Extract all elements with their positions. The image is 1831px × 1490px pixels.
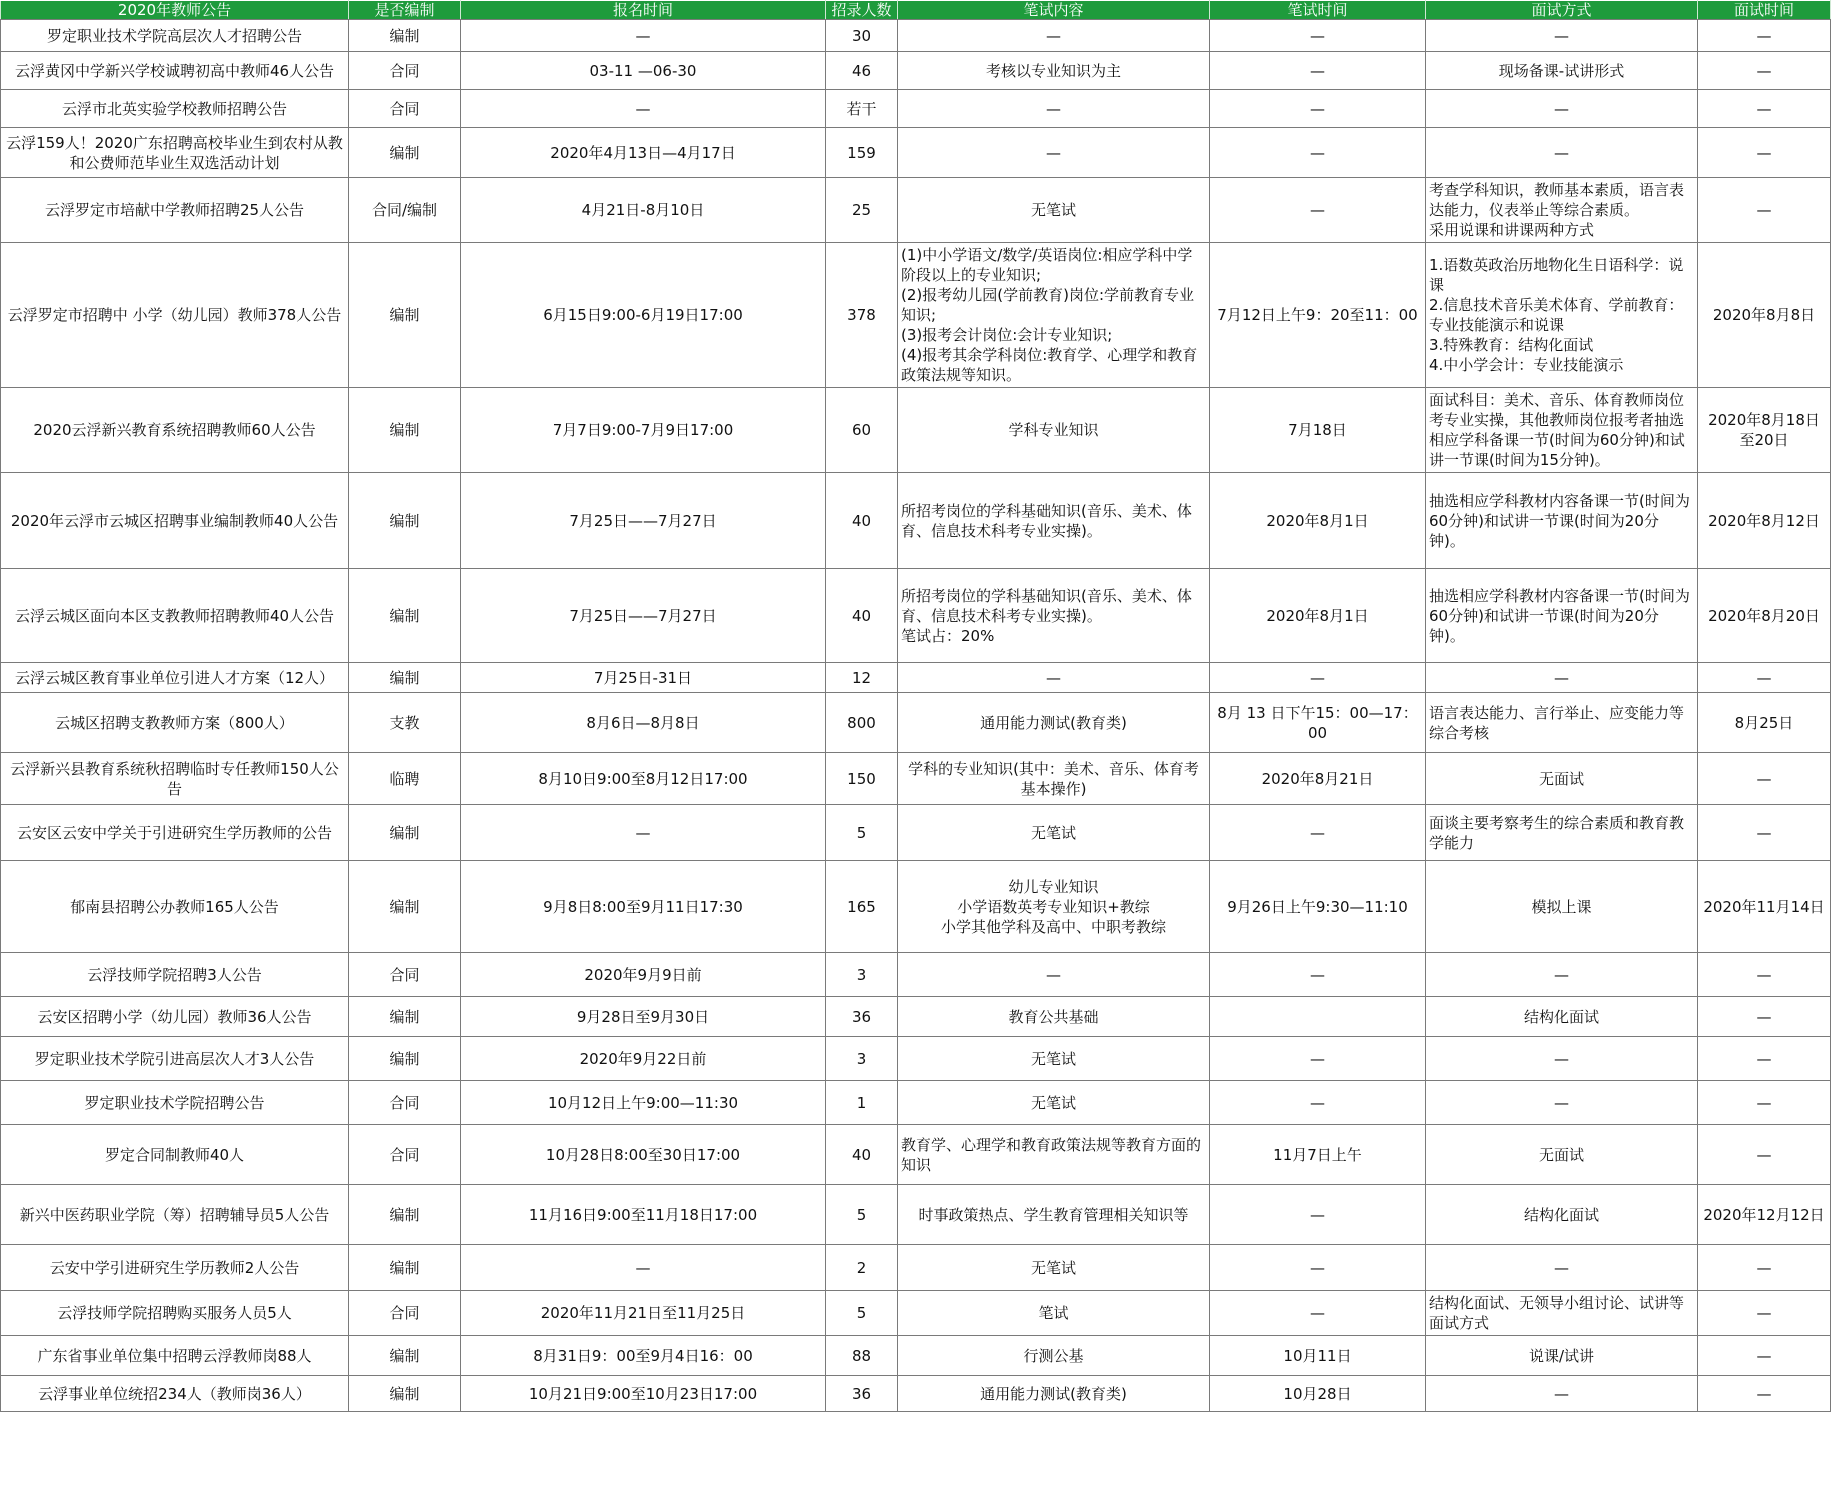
registration-time-cell: 10月12日上午9:00—11:30 (461, 1081, 826, 1125)
staffing-type-cell: 编制 (349, 388, 461, 473)
table-row (1, 1125, 1831, 1185)
interview-time-cell: 8月25日 (1698, 693, 1831, 753)
staffing-type-cell: 合同 (349, 52, 461, 90)
announcement-cell: 云浮技师学院招聘3人公告 (1, 953, 349, 997)
announcement-cell: 云安区云安中学关于引进研究生学历教师的公告 (1, 805, 349, 861)
registration-time-cell: 2020年4月13日—4月17日 (461, 128, 826, 178)
announcement-cell: 云安区招聘小学（幼儿园）教师36人公告 (1, 997, 349, 1037)
exam-content-cell: 无笔试 (898, 805, 1210, 861)
interview-time-cell: 2020年8月20日 (1698, 569, 1831, 663)
staffing-type-cell: 编制 (349, 473, 461, 569)
table-row (1, 52, 1831, 90)
table-row (1, 1037, 1831, 1081)
recruit-count-cell: 36 (826, 1376, 898, 1412)
recruit-count-cell: 88 (826, 1336, 898, 1376)
recruit-count-cell: 40 (826, 1125, 898, 1185)
table-row (1, 1185, 1831, 1245)
exam-content-cell: 考核以专业知识为主 (898, 52, 1210, 90)
interview-time-cell: 2020年8月18日至20日 (1698, 388, 1831, 473)
exam-time-cell: 11月7日上午 (1210, 1125, 1426, 1185)
staffing-type-cell: 编制 (349, 805, 461, 861)
interview-method-cell: 现场备课-试讲形式 (1426, 52, 1698, 90)
exam-time-cell: — (1210, 1245, 1426, 1291)
announcement-cell: 云浮云城区教育事业单位引进人才方案（12人） (1, 663, 349, 693)
exam-content-cell: 时事政策热点、学生教育管理相关知识等 (898, 1185, 1210, 1245)
table-row (1, 997, 1831, 1037)
staffing-type-cell: 编制 (349, 20, 461, 52)
interview-time-cell: — (1698, 953, 1831, 997)
exam-time-cell: 9月26日上午9:30—11:10 (1210, 861, 1426, 953)
interview-method-cell: 无面试 (1426, 753, 1698, 805)
interview-method-cell: — (1426, 90, 1698, 128)
registration-time-cell: 8月10日9:00至8月12日17:00 (461, 753, 826, 805)
exam-time-cell: — (1210, 52, 1426, 90)
registration-time-cell: 7月25日——7月27日 (461, 473, 826, 569)
interview-method-cell: — (1426, 20, 1698, 52)
staffing-type-cell: 支教 (349, 693, 461, 753)
staffing-type-cell: 编制 (349, 1336, 461, 1376)
staffing-type-cell: 编制 (349, 1245, 461, 1291)
announcement-cell: 云浮159人！2020广东招聘高校毕业生到农村从教和公费师范毕业生双选活动计划 (1, 128, 349, 178)
interview-time-cell: 2020年12月12日 (1698, 1185, 1831, 1245)
interview-time-cell: 2020年8月8日 (1698, 243, 1831, 388)
header-row (1, 1, 1831, 20)
interview-method-cell: 抽选相应学科教材内容备课一节(时间为60分钟)和试讲一节课(时间为20分钟)。 (1426, 569, 1698, 663)
table-row (1, 1245, 1831, 1291)
recruit-count-cell: 40 (826, 569, 898, 663)
registration-time-cell: 2020年9月9日前 (461, 953, 826, 997)
recruit-count-cell: 40 (826, 473, 898, 569)
exam-time-cell: 8月 13 日下午15：00—17：00 (1210, 693, 1426, 753)
table-row (1, 569, 1831, 663)
table-row (1, 473, 1831, 569)
staffing-type-cell: 合同 (349, 1125, 461, 1185)
interview-method-cell: — (1426, 1376, 1698, 1412)
interview-method-cell: 无面试 (1426, 1125, 1698, 1185)
staffing-type-cell: 合同 (349, 90, 461, 128)
exam-content-cell: 笔试 (898, 1291, 1210, 1336)
interview-time-cell: — (1698, 1336, 1831, 1376)
exam-time-cell: 10月11日 (1210, 1336, 1426, 1376)
recruit-count-cell: 159 (826, 128, 898, 178)
exam-time-cell: 2020年8月21日 (1210, 753, 1426, 805)
exam-content-cell: 教育学、心理学和教育政策法规等教育方面的知识 (898, 1125, 1210, 1185)
exam-time-cell: 7月12日上午9：20至11：00 (1210, 243, 1426, 388)
exam-content-cell: 幼儿专业知识 小学语数英考专业知识+教综 小学其他学科及高中、中职考教综 (898, 861, 1210, 953)
table-row (1, 20, 1831, 52)
table-row (1, 1081, 1831, 1125)
staffing-type-cell: 编制 (349, 663, 461, 693)
recruit-count-cell: 46 (826, 52, 898, 90)
header-exam-content: 笔试内容 (898, 1, 1210, 20)
interview-time-cell: — (1698, 1037, 1831, 1081)
exam-time-cell: — (1210, 663, 1426, 693)
table-row (1, 1336, 1831, 1376)
interview-method-cell: 面谈主要考察考生的综合素质和教育教学能力 (1426, 805, 1698, 861)
exam-content-cell: 无笔试 (898, 1081, 1210, 1125)
exam-content-cell: 无笔试 (898, 1037, 1210, 1081)
exam-content-cell: 学科专业知识 (898, 388, 1210, 473)
exam-time-cell: 2020年8月1日 (1210, 569, 1426, 663)
interview-method-cell: 结构化面试 (1426, 997, 1698, 1037)
recruit-count-cell: 12 (826, 663, 898, 693)
announcement-cell: 罗定职业技术学院招聘公告 (1, 1081, 349, 1125)
interview-time-cell: — (1698, 52, 1831, 90)
recruit-count-cell: 1 (826, 1081, 898, 1125)
exam-time-cell (1210, 997, 1426, 1037)
table-row (1, 861, 1831, 953)
table-row (1, 1376, 1831, 1412)
interview-time-cell: — (1698, 805, 1831, 861)
exam-time-cell: 2020年8月1日 (1210, 473, 1426, 569)
registration-time-cell: 9月8日8:00至9月11日17:30 (461, 861, 826, 953)
table-row (1, 753, 1831, 805)
registration-time-cell: 7月7日9:00-7月9日17:00 (461, 388, 826, 473)
exam-content-cell: 无笔试 (898, 178, 1210, 243)
exam-time-cell: — (1210, 90, 1426, 128)
recruit-count-cell: 若干 (826, 90, 898, 128)
exam-content-cell: — (898, 953, 1210, 997)
announcement-cell: 新兴中医药职业学院（筹）招聘辅导员5人公告 (1, 1185, 349, 1245)
recruit-count-cell: 5 (826, 805, 898, 861)
exam-time-cell: — (1210, 805, 1426, 861)
exam-time-cell: — (1210, 1037, 1426, 1081)
registration-time-cell: 7月25日——7月27日 (461, 569, 826, 663)
header-interview-method: 面试方式 (1426, 1, 1698, 20)
registration-time-cell: 8月6日—8月8日 (461, 693, 826, 753)
staffing-type-cell: 临聘 (349, 753, 461, 805)
exam-content-cell: 行测公基 (898, 1336, 1210, 1376)
exam-content-cell: 所招考岗位的学科基础知识(音乐、美术、体育、信息技术科考专业实操)。 (898, 473, 1210, 569)
recruit-count-cell: 150 (826, 753, 898, 805)
staffing-type-cell: 合同 (349, 953, 461, 997)
table-row (1, 243, 1831, 388)
announcement-cell: 云安中学引进研究生学历教师2人公告 (1, 1245, 349, 1291)
registration-time-cell: 03-11 —06-30 (461, 52, 826, 90)
interview-time-cell: — (1698, 90, 1831, 128)
exam-content-cell: — (898, 128, 1210, 178)
exam-content-cell: — (898, 90, 1210, 128)
exam-time-cell: — (1210, 178, 1426, 243)
recruit-count-cell: 800 (826, 693, 898, 753)
exam-time-cell: — (1210, 1291, 1426, 1336)
staffing-type-cell: 编制 (349, 861, 461, 953)
registration-time-cell: — (461, 1245, 826, 1291)
interview-method-cell: — (1426, 128, 1698, 178)
announcement-cell: 广东省事业单位集中招聘云浮教师岗88人 (1, 1336, 349, 1376)
table-row (1, 663, 1831, 693)
interview-method-cell: 语言表达能力、言行举止、应变能力等综合考核 (1426, 693, 1698, 753)
recruit-count-cell: 5 (826, 1185, 898, 1245)
registration-time-cell: 10月21日9:00至10月23日17:00 (461, 1376, 826, 1412)
recruit-count-cell: 30 (826, 20, 898, 52)
interview-method-cell: — (1426, 1037, 1698, 1081)
staffing-type-cell: 合同/编制 (349, 178, 461, 243)
interview-method-cell: 1.语数英政治历地物化生日语科学：说课 2.信息技术音乐美术体育、学前教育：专业技能演示和说课 3.特殊教育：结构化面试 4.中小学会计：专业技能演示 (1426, 243, 1698, 388)
interview-method-cell: — (1426, 1245, 1698, 1291)
registration-time-cell: — (461, 20, 826, 52)
table-row (1, 805, 1831, 861)
interview-method-cell: 结构化面试 (1426, 1185, 1698, 1245)
announcement-cell: 云浮黄冈中学新兴学校诚聘初高中教师46人公告 (1, 52, 349, 90)
recruit-count-cell: 165 (826, 861, 898, 953)
interview-time-cell: — (1698, 20, 1831, 52)
staffing-type-cell: 合同 (349, 1081, 461, 1125)
interview-method-cell: 结构化面试、无领导小组讨论、试讲等面试方式 (1426, 1291, 1698, 1336)
registration-time-cell: 2020年11月21日至11月25日 (461, 1291, 826, 1336)
exam-content-cell: (1)中小学语文/数学/英语岗位:相应学科中学阶段以上的专业知识; (2)报考幼儿园(学前教育)岗位:学前教育专业知识; (3)报考会计岗位:会计专业知识; (4)报考其余学科岗位:教育学、心理学和教育政策法规等知识。 (898, 243, 1210, 388)
recruit-count-cell: 378 (826, 243, 898, 388)
table-row (1, 388, 1831, 473)
interview-time-cell: — (1698, 753, 1831, 805)
header-announcement: 2020年教师公告 (1, 1, 349, 20)
interview-time-cell: — (1698, 1291, 1831, 1336)
announcement-cell: 罗定职业技术学院高层次人才招聘公告 (1, 20, 349, 52)
header-interview-time: 面试时间 (1698, 1, 1831, 20)
exam-content-cell: 无笔试 (898, 1245, 1210, 1291)
header-staffing-type: 是否编制 (349, 1, 461, 20)
staffing-type-cell: 编制 (349, 569, 461, 663)
interview-method-cell: — (1426, 663, 1698, 693)
announcement-cell: 云浮新兴县教育系统秋招聘临时专任教师150人公告 (1, 753, 349, 805)
table-row (1, 953, 1831, 997)
recruit-count-cell: 2 (826, 1245, 898, 1291)
staffing-type-cell: 合同 (349, 1291, 461, 1336)
announcement-cell: 云浮事业单位统招234人（教师岗36人） (1, 1376, 349, 1412)
announcement-cell: 2020年云浮市云城区招聘事业编制教师40人公告 (1, 473, 349, 569)
interview-method-cell: 考查学科知识，教师基本素质，语言表达能力，仪表举止等综合素质。 采用说课和讲课两种方式 (1426, 178, 1698, 243)
table-row (1, 90, 1831, 128)
exam-time-cell: — (1210, 1081, 1426, 1125)
staffing-type-cell: 编制 (349, 128, 461, 178)
interview-method-cell: 模拟上课 (1426, 861, 1698, 953)
staffing-type-cell: 编制 (349, 243, 461, 388)
staffing-type-cell: 编制 (349, 1037, 461, 1081)
header-recruit-count: 招录人数 (826, 1, 898, 20)
announcement-cell: 郁南县招聘公办教师165人公告 (1, 861, 349, 953)
interview-time-cell: — (1698, 1376, 1831, 1412)
exam-time-cell: 7月18日 (1210, 388, 1426, 473)
exam-content-cell: 所招考岗位的学科基础知识(音乐、美术、体育、信息技术科考专业实操)。 笔试占：20% (898, 569, 1210, 663)
interview-time-cell: — (1698, 178, 1831, 243)
announcement-cell: 罗定合同制教师40人 (1, 1125, 349, 1185)
interview-method-cell: — (1426, 1081, 1698, 1125)
exam-content-cell: 学科的专业知识(其中：美术、音乐、体育考基本操作) (898, 753, 1210, 805)
registration-time-cell: 4月21日-8月10日 (461, 178, 826, 243)
interview-time-cell: — (1698, 663, 1831, 693)
announcement-cell: 云城区招聘支教教师方案（800人） (1, 693, 349, 753)
table-row (1, 1291, 1831, 1336)
interview-time-cell: 2020年11月14日 (1698, 861, 1831, 953)
announcement-cell: 罗定职业技术学院引进高层次人才3人公告 (1, 1037, 349, 1081)
interview-time-cell: 2020年8月12日 (1698, 473, 1831, 569)
recruit-count-cell: 60 (826, 388, 898, 473)
interview-time-cell: — (1698, 1125, 1831, 1185)
recruit-count-cell: 3 (826, 953, 898, 997)
announcement-cell: 云浮云城区面向本区支教教师招聘教师40人公告 (1, 569, 349, 663)
announcement-cell: 云浮罗定市招聘中 小学（幼儿园）教师378人公告 (1, 243, 349, 388)
exam-time-cell: — (1210, 128, 1426, 178)
registration-time-cell: 7月25日-31日 (461, 663, 826, 693)
registration-time-cell: 2020年9月22日前 (461, 1037, 826, 1081)
exam-time-cell: — (1210, 1185, 1426, 1245)
registration-time-cell: 11月16日9:00至11月18日17:00 (461, 1185, 826, 1245)
recruit-count-cell: 3 (826, 1037, 898, 1081)
table-row (1, 128, 1831, 178)
interview-method-cell: 面试科目：美术、音乐、体育教师岗位考专业实操，其他教师岗位报考者抽选相应学科备课一节(时间为60分钟)和试讲一节课(时间为15分钟)。 (1426, 388, 1698, 473)
recruit-count-cell: 36 (826, 997, 898, 1037)
announcement-cell: 2020云浮新兴教育系统招聘教师60人公告 (1, 388, 349, 473)
exam-content-cell: — (898, 20, 1210, 52)
interview-method-cell: 抽选相应学科教材内容备课一节(时间为60分钟)和试讲一节课(时间为20分钟)。 (1426, 473, 1698, 569)
staffing-type-cell: 编制 (349, 1185, 461, 1245)
table-row (1, 178, 1831, 243)
interview-method-cell: — (1426, 953, 1698, 997)
registration-time-cell: — (461, 90, 826, 128)
header-exam-time: 笔试时间 (1210, 1, 1426, 20)
staffing-type-cell: 编制 (349, 997, 461, 1037)
exam-content-cell: — (898, 663, 1210, 693)
announcement-cell: 云浮罗定市培献中学教师招聘25人公告 (1, 178, 349, 243)
interview-time-cell: — (1698, 128, 1831, 178)
staffing-type-cell: 编制 (349, 1376, 461, 1412)
registration-time-cell: — (461, 805, 826, 861)
interview-time-cell: — (1698, 997, 1831, 1037)
exam-time-cell: — (1210, 20, 1426, 52)
exam-content-cell: 通用能力测试(教育类) (898, 1376, 1210, 1412)
exam-time-cell: — (1210, 953, 1426, 997)
table-row (1, 693, 1831, 753)
interview-time-cell: — (1698, 1081, 1831, 1125)
exam-content-cell: 教育公共基础 (898, 997, 1210, 1037)
interview-method-cell: 说课/试讲 (1426, 1336, 1698, 1376)
registration-time-cell: 10月28日8:00至30日17:00 (461, 1125, 826, 1185)
recruit-count-cell: 25 (826, 178, 898, 243)
exam-content-cell: 通用能力测试(教育类) (898, 693, 1210, 753)
recruit-count-cell: 5 (826, 1291, 898, 1336)
registration-time-cell: 9月28日至9月30日 (461, 997, 826, 1037)
registration-time-cell: 6月15日9:00-6月19日17:00 (461, 243, 826, 388)
interview-time-cell: — (1698, 1245, 1831, 1291)
registration-time-cell: 8月31日9：00至9月4日16：00 (461, 1336, 826, 1376)
header-registration-time: 报名时间 (461, 1, 826, 20)
exam-time-cell: 10月28日 (1210, 1376, 1426, 1412)
announcement-cell: 云浮市北英实验学校教师招聘公告 (1, 90, 349, 128)
announcement-cell: 云浮技师学院招聘购买服务人员5人 (1, 1291, 349, 1336)
